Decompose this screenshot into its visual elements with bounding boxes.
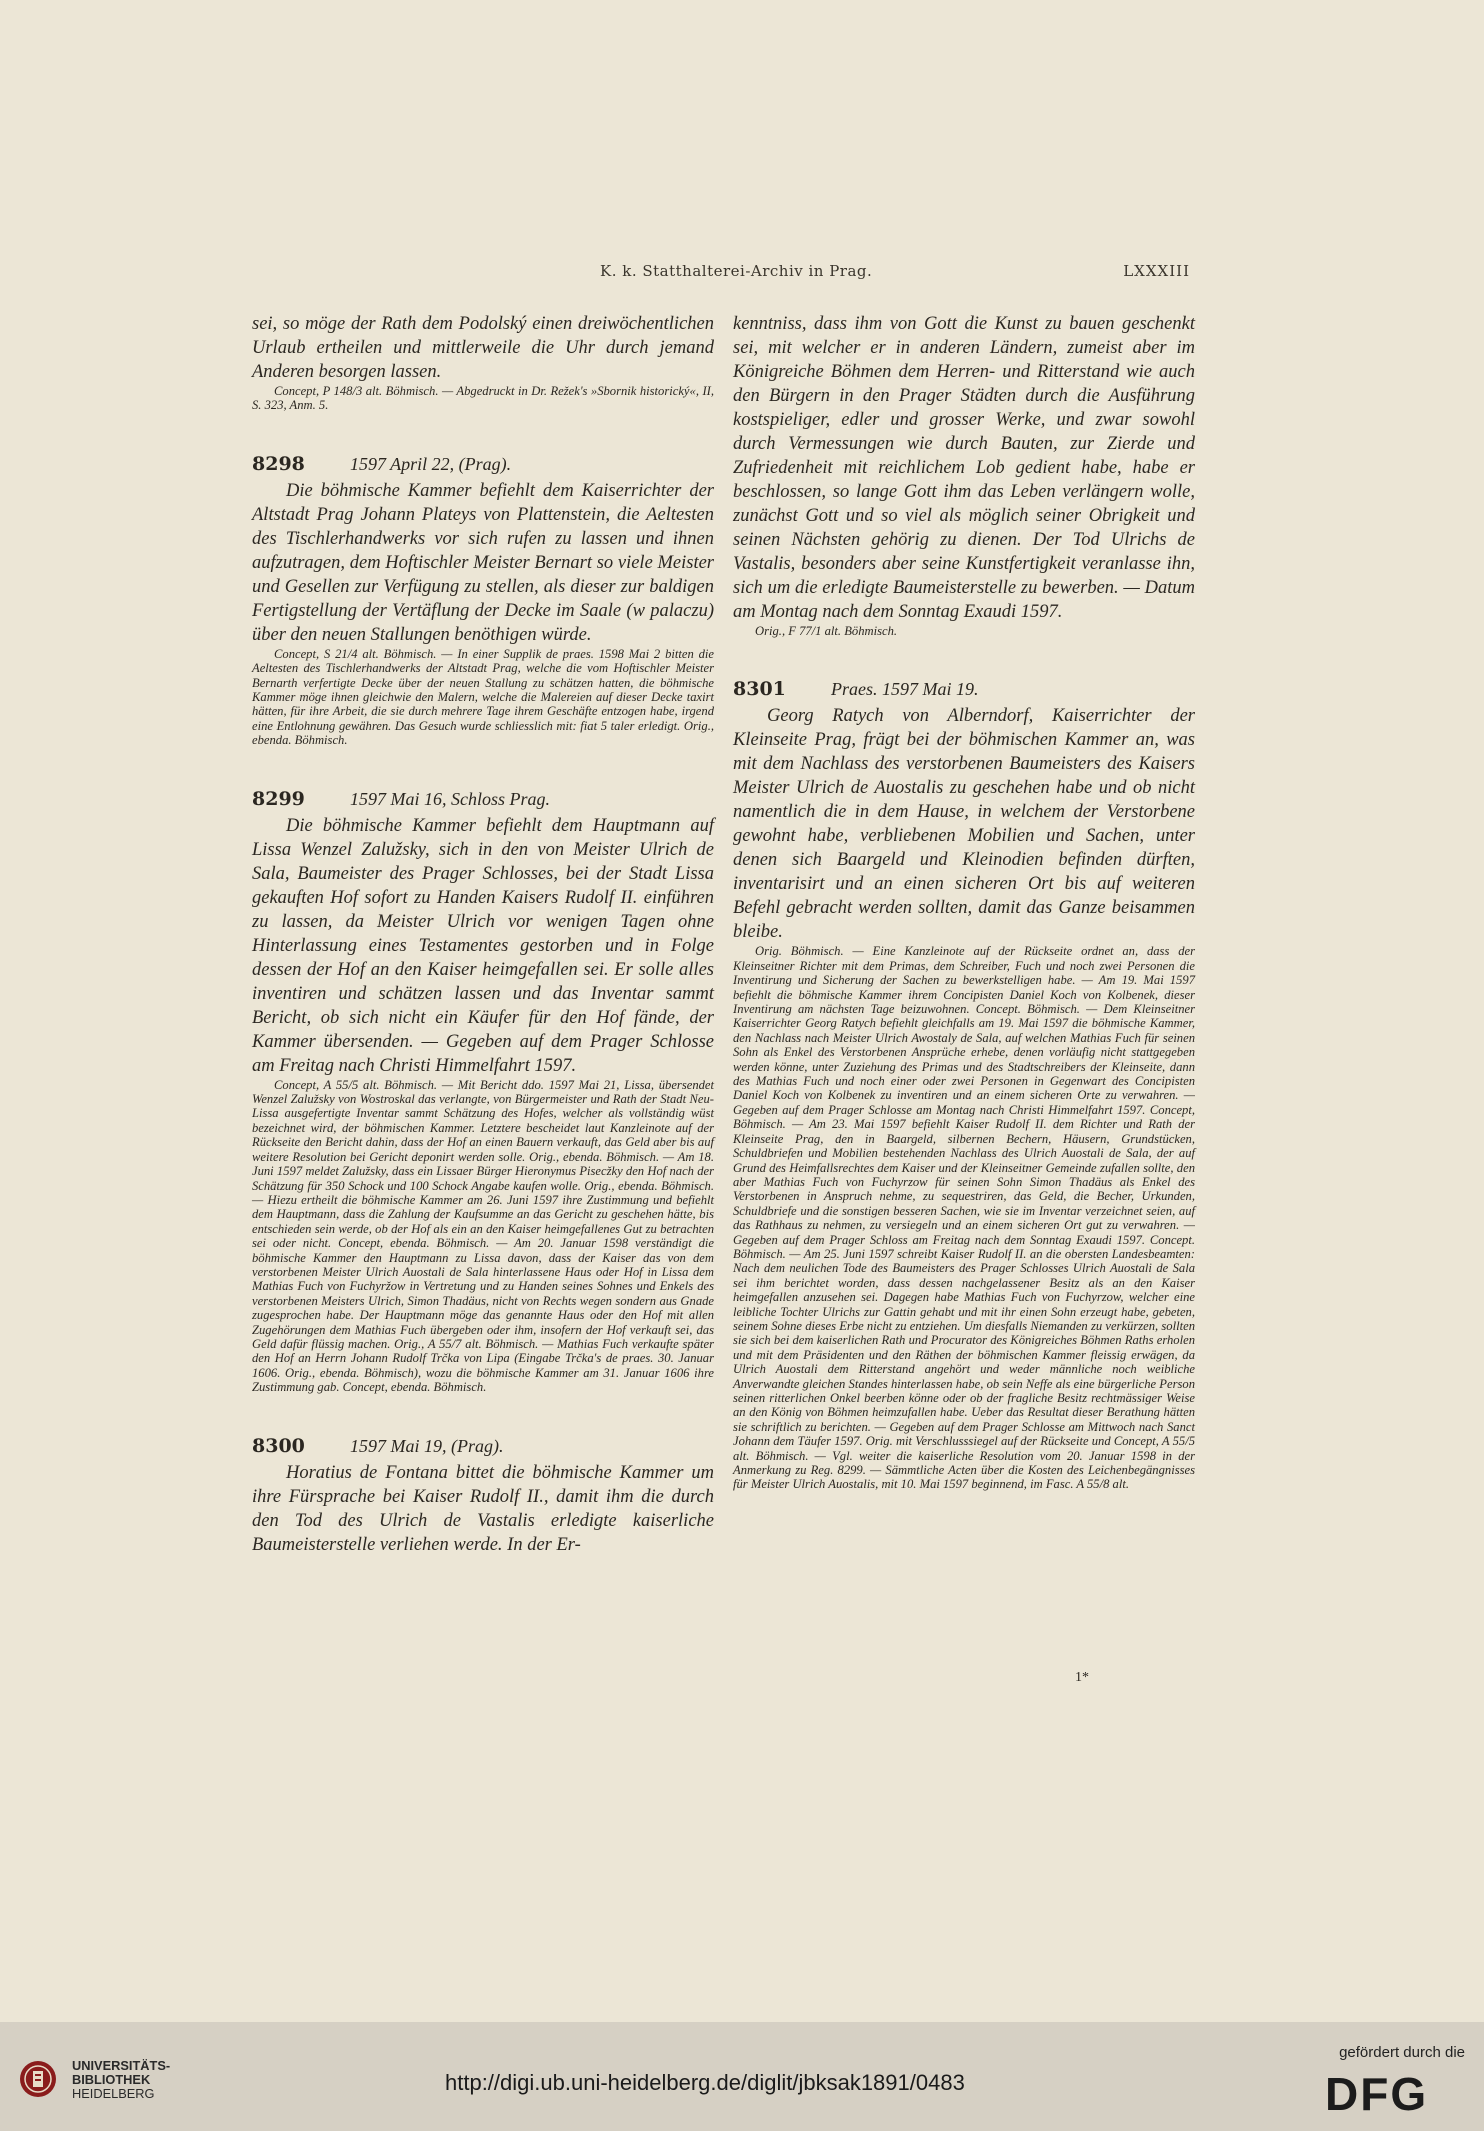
entry-text-8298: Die böhmische Kammer befiehlt dem Kaiserrichter der Altstadt Prag Johann Plateys von Plattenstein, die Aeltesten des Tischlerhandwerks vor sich rufen zu lassen und ihnen aufzutragen, dem Hoftischler Meister Bernart so viele Meister und Gesellen zur Verfügung zu stellen, als dieser zur baldigen Fertigstellung der Vertäflung der Decke im Saale (w palaczu) über den neuen Stallungen benöthigen würde. — [252, 480, 714, 645]
entry-heading-8300 — [252, 1435, 714, 1461]
entry-date: 1597 Mai 19, (Prag). — [350, 1435, 504, 1456]
entry-date: 1597 April 22, (Prag). — [350, 453, 512, 474]
running-title: K. k. Statthalterei-Archiv in Prag. — [600, 262, 873, 280]
running-header — [600, 262, 1190, 286]
uni-line-2: BIBLIOTHEK — [72, 2072, 151, 2087]
uni-line-1: UNIVERSITÄTS- — [72, 2058, 171, 2073]
entry-note-8301: Orig. Böhmisch. — Eine Kanzleinote auf der Rückseite ordnet an, dass der Kleinseitner Richter mit dem Primas, dem Schreiber, Fuch und noch zwei Personen die Inventirung und Sicherung der Sachen zu bewerkstelligen habe. — Am 19. Mai 1597 befiehlt die böhmische Kammer ihrem Concipisten Daniel Koch von Kolbenek, dieser Inventirung am nächsten Tage beizuwohnen. Concept. Böhmisch. — Dem Kleinseitner Kaiserrichter Georg Ratych befiehlt gleichfalls am 19. Mai 1597 die böhmische Kammer, den Nachlass nach Meister Ulrich Awostaly de Sala, auf welchen Mathias Fuch für seinen Sohn als Enkel des Verstorbenen Ansprüche erhebe, denen vorläufig nicht stattgegeben werden könne, unter Zuziehung des Primas und des Stadtschreibers der Kleinseite, dann des Mathias Fuch und noch einer oder zwei Personen in Gegenwart des Concipisten Daniel Koch von Kolbenek zu inventiren und an einem sicheren Orte zu verwahren. — Gegeben auf dem Prager Schlosse am Montag nach Christi Himmelfahrt 1597. Concept, Böhmisch. — Am 23. Mai 1597 befiehlt Kaiser Rudolf II. dem Richter und Rath der Kleinseite Prag, den in Baargeld, silbernen Bechern, Häusern, Grundstücken, Schuldbriefen und Mobilien bestehenden Nachlass des Ulrich Auostali de Sala, der auf Grund des Heimfallsrechtes dem Kaiser und der Kleinseitner Gemeinde zufallen sollte, den aber Mathias Fuch von Fuchyrzow für seinen Sohn Simon Thadäus als Enkel des Verstorbenen in Anspruch nehme, zu sequestriren, das Geld, die Becher, Urkunden, Schuldbriefe und die sonstigen besseren Sachen, wie sie im Inventar verzeichnet seien, auf das Rathhaus zu nehmen, zu versiegeln und an einem sicheren Ort gut zu verwahren. — Gegeben auf dem Prager Schloss am Freitag nach dem Sonntag Exaudi 1597. Concept. Böhmisch. — Am 25. Juni 1597 schreibt Kaiser Rudolf II. an die obersten Landesbeamten: Nach dem neulichen Tode des Baumeisters des Prager Schlosses Ulrich Auostali de Sala sei ihm berichtet worden, dass dessen nachgelassener Besitz als an den Kaiser heimgefallen anzusehen sei. Dagegen habe Mathias Fuch von Fuchyrzow, welcher eine leibliche Tochter Ulrichs zur Gattin gehabt und mit ihr einen Sohn erzeugt habe, gebeten, seinem Sohne dieses Erbe nicht zu entziehen. Um diesfalls Niemanden zu verkürzen, sollten sie sich bei dem kaiserlichen Rath und Procurator des Königreiches Böhmen Raths erholen und mit dem Präsidenten und den Räthen der böhmischen Kammer fleissig erwägen, da Ulrich Auostali dem Ritterstand angehört und weder männliche noch weibliche Anverwandte gleichen Standes hinterlassen habe, ob sein Neffe als eine bürgerliche Person seinen ritterlichen Onkel beerben könne oder ob der fragliche Besitz rechtmässiger Weise an den König von Böhmen heimzufallen habe. Ueber das Resultat dieser Berathung hätten sie schriftlich zu berichten. — Gegeben auf dem Prager Schlosse am Mittwoch nach Sanct Johann dem Täufer 1597. Orig. mit Verschlusssiegel auf der Rückseite und Concept, A 55/5 alt. Böhmisch. — Vgl. weiter die kaiserliche Resolution vom 20. Januar 1598 in der Anmerkung zu Reg. 8299. — Sämmtliche Acten über die Kosten des Leichenbegängnisses für Meister Ulrich Auostalis, mit 10. Mai 1597 beginnend, im Fasc. A 55/8 alt. — [733, 944, 1195, 1492]
entry-number: 8298 — [252, 452, 305, 475]
uni-line-3: HEIDELBERG — [72, 2086, 155, 2101]
entry-number: 8301 — [733, 678, 786, 701]
dfg-funding[interactable] — [1305, 2040, 1475, 2120]
entry-date: Praes. 1597 Mai 19. — [831, 679, 979, 700]
entry-number: 8299 — [252, 787, 305, 810]
right-column — [733, 312, 1195, 1492]
entry-heading-8301 — [733, 678, 1195, 704]
entry-note-8299: Concept, A 55/5 alt. Böhmisch. — Mit Bericht ddo. 1597 Mai 21, Lissa, übersendet Wenzel Zalužsky von Wostroskal das verlangte, von Bürgermeister und Rath der Stadt Neu-Lissa ausgefertigte Inventar sammt Schätzung des Hofes, welcher als vollständig wüst bezeichnet wird, der böhmischen Kammer. Letztere bescheidet laut Kanzleinote auf der Rückseite den Bericht dahin, dass der Hof an einen Bauern verkauft, das Geld aber bis auf weitere Resolution bei Gericht deponirt werden solle. Orig., ebenda. Böhmisch. — Am 18. Juni 1597 meldet Zalužsky, dass ein Lissaer Bürger Hieronymus Pisecžky den Hof nach der Schätzung für 350 Schock und 100 Schock Angabe kaufen wolle. Orig., ebenda. Böhmisch. — Hiezu ertheilt die böhmische Kammer am 26. Juni 1597 ihre Zustimmung und befiehlt dem Hauptmann, dass die Zahlung der Kaufsumme an das Gericht zu geschehen hätte, bis entschieden sein werde, ob der Hof als ein an den Kaiser heimgefallenes Gut zu betrachten sei oder nicht. Concept, ebenda. Böhmisch. — Am 20. Januar 1598 verständigt die böhmische Kammer den Hauptmann zu Lissa davon, dass der Kaiser das von dem verstorbenen Meister Ulrich Auostali de Sala hinterlassene Haus oder Hof in Lissa dem Mathias Fuch von Fuchyržow in Vertretung und zu Handen seines Sohnes und Enkels des verstorbenen Meisters Ulrich, Simon Thadäus, nicht von Rechts wegen sondern aus Gnade zugesprochen habe. Der Hauptmann möge das genannte Haus oder den Hof mit allen Zugehörungen dem Mathias Fuch übergeben oder ihm, insofern der Hof verkauft sei, das Geld dafür flüssig machen. Orig., A 55/7 alt. Böhmisch. — Mathias Fuch verkaufte später den Hof an Herrn Johann Rudolf Trčka von Lipa (Eingabe Trčka's de praes. 30. Januar 1606. Orig., ebenda. Böhmisch), wozu die böhmische Kammer am 31. Januar 1606 ihre Zustimmung gab. Concept, ebenda. Böhmisch. — [252, 1077, 714, 1395]
signature-mark: 1* — [1075, 1670, 1089, 1685]
university-library-name — [72, 2059, 170, 2101]
entry-text-8301: Georg Ratych von Alberndorf, Kaiserrichter der Kleinseite Prag, frägt bei der böhmischen Kammer an, was mit dem Nachlass des verstorbenen Baumeisters des Kaisers Meister Ulrich de Auostalis zu geschehen habe und ob nicht namentlich die in dem Hause, in welchem der Verstorbene gewohnt habe, verbliebenen Mobilien und Sachen, unter denen sich Baargeld und Kleinodien befinden dürften, inventarisirt und an einen sicheren Ort bis auf weiteren Befehl gebracht werden sollten, damit das Ganze beisammen bleibe. — [733, 706, 1195, 943]
entry-number: 8300 — [252, 1434, 305, 1457]
funding-caption: gefördert durch die — [1339, 2044, 1465, 2061]
dfg-logo-icon — [1325, 2070, 1447, 2114]
university-seal-icon — [18, 2059, 58, 2099]
viewer-footer — [0, 2022, 1484, 2131]
continuation-text: kenntniss, dass ihm von Gott die Kunst zu bauen geschenkt sei, mit welcher er in anderen Ländern, zumeist aber im Königreiche Böhmen dem Herren- und Ritterstand wie auch den Bürgern in den Prager Städten durch die Ausführung kostspieliger, edler und grosser Werke, und zwar sowohl durch Vermessungen wie durch Bauten, zur Zierde und Zufriedenheit mit reichlichem Lob gedient habe, habe er beschlossen, so lange Gott ihm das Leben verlängern wolle, zunächst Gott und so viel als möglich seiner Obrigkeit und seinen Nächsten gehörig zu dienen. Der Tod Ulrichs de Vastalis, besonders aber seine Kunstfertigkeit veranlasse ihn, sich um die erledigte Baumeisterstelle zu bewerben. — Datum am Montag nach dem Sonntag Exaudi 1597. — [733, 314, 1195, 622]
entry-text-8300: Horatius de Fontana bittet die böhmische Kammer um ihre Fürsprache bei Kaiser Rudolf II., damit ihm die durch den Tod des Ulrich de Vastalis erledigte kaiserliche Baumeisterstelle verliehen werde. In der Er- — [252, 1462, 714, 1555]
continuation-text: sei, so möge der Rath dem Podolský einen dreiwöchentlichen Urlaub ertheilen und mittlerweile die Uhr durch jemand Anderen besorgen lassen. — [252, 314, 714, 382]
entry-date: 1597 Mai 16, Schloss Prag. — [350, 788, 550, 809]
entry-note-8298: Concept, S 21/4 alt. Böhmisch. — In einer Supplik de praes. 1598 Mai 2 bitten die Aeltesten des Tischlerhandwerks der Altstadt Prag, welche die vom Hoftischler Meister Bernarth verfertigte Decke über der neuen Stallung zu schätzen hatten, die böhmische Kammer möge ihnen gleichwie den Malern, welche die Malereien auf dieser Decke taxirt hätten, für ihre Arbeit, die sie durch mehrere Tage ihrem Geschäfte entzogen habe, irgend eine Entlohnung gewähren. Das Gesuch wurde schliesslich mit: fiat 5 taler erledigt. Orig., ebenda. Böhmisch. — [252, 646, 714, 748]
left-column — [252, 312, 714, 1557]
permalink-url[interactable]: http://digi.ub.uni-heidelberg.de/diglit/jbksak1891/0483 — [445, 2070, 965, 2095]
entry-heading-8299 — [252, 788, 714, 814]
continuation-note: Orig., F 77/1 alt. Böhmisch. — [755, 624, 898, 638]
entry-heading-8298 — [252, 453, 714, 479]
page-number: LXXXIII — [1123, 262, 1190, 280]
university-library-logo[interactable] — [18, 2059, 178, 2103]
svg-text:DFG: DFG — [1325, 2070, 1429, 2114]
continuation-note: Concept, P 148/3 alt. Böhmisch. — Abgedruckt in Dr. Režek's »Sbornik historický«, II, S. 323, Anm. 5. — [252, 384, 714, 413]
entry-text-8299: Die böhmische Kammer befiehlt dem Hauptmann auf Lissa Wenzel Zalužsky, sich in den von Meister Ulrich de Sala, Baumeister des Prager Schlosses, bei der Stadt Lissa gekauften Hof sofort zu Handen Kaisers Rudolf II. einführen zu lassen, da Meister Ulrich vor wenigen Tagen ohne Hinterlassung eines Testamentes gestorben und in Folge dessen der Hof an den Kaiser heimgefallen sei. Er solle alles inventiren und schätzen lassen und das Inventar sammt Bericht, ob sich nicht ein Käufer für den Hof fände, der Kammer übersenden. — Gegeben auf dem Prager Schlosse am Freitag nach Christi Himmelfahrt 1597. — [252, 815, 714, 1076]
